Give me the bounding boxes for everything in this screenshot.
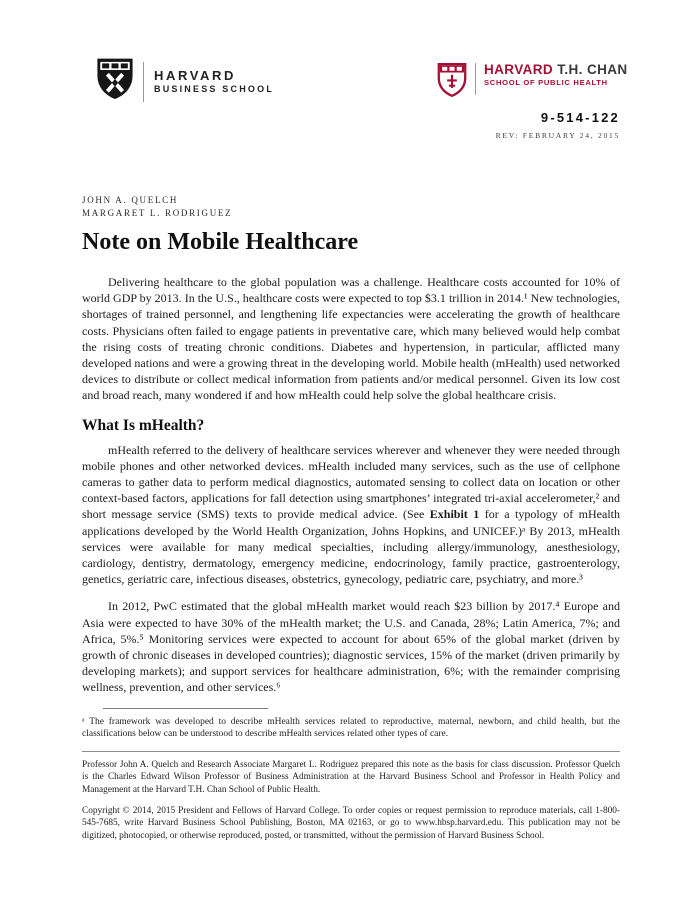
chan-logo bbox=[437, 62, 628, 103]
hbs-logo-divider bbox=[143, 62, 144, 102]
main-content bbox=[82, 194, 620, 842]
footnote-rule bbox=[103, 708, 268, 709]
body-paragraph-3: In 2012, PwC estimated that the global mHealth market would reach $23 billion by 2017.⁴ Europe and Asia were expected to have 30% of the mHealth market; the U.S. and Canada, 28%; Latin America, 7%; and Africa, 5%.⁵ Monitoring services were expected to account for about 65% of the global market (driven by growth of chronic diseases in developed countries); diagnostic services, 15% of the market (driven primarily by developing markets); and support services for healthcare administration, 6%; with the remainder comprising wellness, prevention, and other services.⁶ bbox=[82, 599, 620, 695]
doc-number-block bbox=[496, 110, 620, 140]
chan-subtitle: SCHOOL OF PUBLIC HEALTH bbox=[484, 78, 608, 87]
chan-shield-icon bbox=[437, 62, 467, 103]
chan-logo-divider bbox=[475, 63, 476, 95]
footnote-text: ᵃ The framework was developed to describe mHealth services related to reproductive, maternal, newborn, and child health, but the classifications below can be understood to describe mHealth services related other types of care. bbox=[82, 716, 620, 740]
hbs-logo bbox=[96, 57, 274, 106]
hbs-wordmark-line1: HARVARD bbox=[154, 68, 237, 83]
paragraph-2-text-before: mHealth referred to the delivery of healthcare services wherever and whenever they were needed through mobile phones and other networked devices. mHealth included many services, such as the use of cellphone cameras to gather data to perform medical diagnostics, automated sensing to collect data on location or other context-based factors, applications for fall detection using smartphones’ integrated tri-axial accelerometer,² and short message service (SMS) texts to provide medical advice. (See bbox=[82, 442, 620, 522]
credit-note: Professor John A. Quelch and Research Associate Margaret L. Rodriguez prepared this note as the basis for class discussion. Professor Quelch is the Charles Edward Wilson Professor of Business Administration at the Harvard Business School and Professor in Health Policy and Management at the Harvard T.H. Chan School of Public Health. bbox=[82, 759, 620, 795]
footer-rule bbox=[82, 751, 620, 752]
author-line-1: JOHN A. QUELCH bbox=[82, 195, 179, 205]
chan-wordmark bbox=[484, 62, 628, 77]
section-heading: What Is mHealth? bbox=[82, 416, 205, 434]
page-title: Note on Mobile Healthcare bbox=[82, 229, 359, 255]
hbs-shield-icon bbox=[96, 57, 134, 106]
body-paragraph-1: Delivering healthcare to the global population was a challenge. Healthcare costs accounted for 10% of world GDP by 2013. In the U.S., healthcare costs were expected to top $3.1 trillion in 2014.¹ New technologies, shortages of trained personnel, and lengthening life expectancies were accelerating the growth of healthcare costs. Physicians often failed to engage patients in preventative care, which many believed would help combat the rising costs of treating chronic conditions. Diabetes and hypertension, in particular, afflicted many developed nations and were a growing threat in the developing world. Mobile health (mHealth) used networked devices to distribute or collect medical information from patients and/or medical personnel. Given its low cost and broad reach, many wondered if and how mHealth could help solve the global healthcare crisis. bbox=[82, 275, 620, 403]
hbs-wordmark-line2: BUSINESS SCHOOL bbox=[154, 84, 275, 94]
rev-date: REV: FEBRUARY 24, 2015 bbox=[495, 131, 620, 140]
paragraph-2-text-after: for a typology of mHealth applications developed by the World Health Organization, Johns Hopkins, and UNICEF.)ᵃ By 2013, mHealth services were available for many medical specialties, including allergy/immunology, anesthesiology, cardiology, dentistry, dermatology, emergency medicine, endocrinology, family practice, gastroenterology, genetics, geriatric care, infectious diseases, obstetrics, gynecology, pediatric care, psychiatry, and more.³ bbox=[82, 507, 620, 587]
copyright-note: Copyright © 2014, 2015 President and Fellows of Harvard College. To order copies or request permission to reproduce materials, call 1-800-545-7685, write Harvard Business School Publishing, Boston, MA 02163, or go to www.hbsp.harvard.edu. This publication may not be digitized, photocopied, or otherwise reproduced, posted, or transmitted, without the permission of Harvard Business School. bbox=[82, 806, 620, 841]
exhibit-reference: Exhibit 1 bbox=[429, 507, 480, 522]
author-line-2: MARGARET L. RODRIGUEZ bbox=[82, 208, 233, 218]
body-paragraph-2 bbox=[82, 442, 620, 588]
chan-wordmark-harvard: HARVARD bbox=[484, 62, 554, 77]
doc-number: 9-514-122 bbox=[540, 110, 620, 125]
chan-wordmark-thchan: T.H. CHAN bbox=[553, 62, 628, 77]
